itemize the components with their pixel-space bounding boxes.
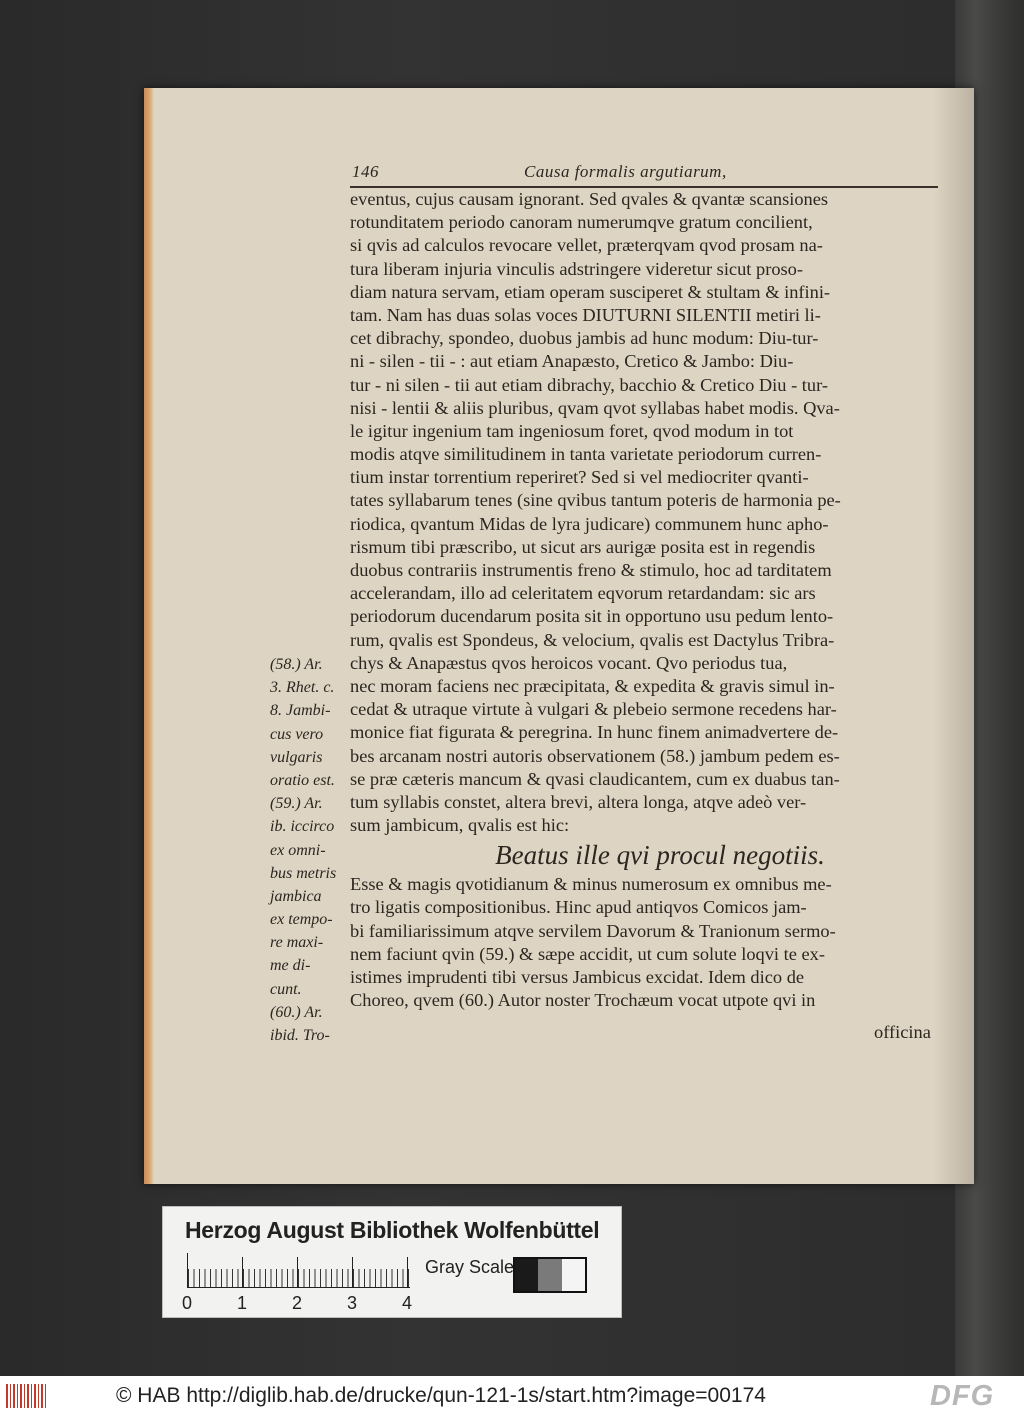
text-line: ni - silen - tii - : aut etiam Anapæsto, Cretico & Jambo: Diu- xyxy=(350,351,794,372)
marginal-note-line: (58.) Ar. xyxy=(270,656,323,673)
marginal-notes xyxy=(270,653,350,1047)
barcode-icon xyxy=(6,1384,46,1408)
gray-step xyxy=(562,1259,585,1291)
text-line: rotunditatem periodo canoram numerumqve gratum concilient, xyxy=(350,212,813,233)
ruler-number: 4 xyxy=(402,1293,413,1313)
text-line: nisi - lentii & aliis pluribus, qvam qvot syllabas habet modis. Qva- xyxy=(350,397,840,418)
text-line: Choreo, qvem (60.) Autor noster Trochæum vocat utpote qvi in xyxy=(350,990,816,1011)
marginal-note-line: 3. Rhet. c. xyxy=(270,679,335,697)
ruler-number: 2 xyxy=(292,1293,303,1313)
marginal-note-line: ib. iccirco xyxy=(270,818,335,836)
ruler-major-tick xyxy=(407,1257,408,1287)
text-line: bi familiarissimum atqve servilem Davorum & Tranionum sermo- xyxy=(350,920,836,941)
marginal-note-line: (59.) Ar. xyxy=(270,795,323,813)
text-line: sum jambicum, qvalis est hic: xyxy=(350,815,570,836)
marginal-note-line: (60.) Ar. xyxy=(270,1003,323,1021)
text-line: eventus, cujus causam ignorant. Sed qvales & qvantæ scansiones xyxy=(350,189,829,209)
ruler-number: 3 xyxy=(347,1293,358,1313)
gray-scale-swatch xyxy=(513,1257,587,1293)
copyright-url: © HAB http://diglib.hab.de/drucke/qun-121-1s/start.htm?image=00174 xyxy=(116,1384,766,1407)
book-page xyxy=(144,88,974,1184)
text-line: rismum tibi præscribo, ut sicut ars aurigæ posita est in regendis xyxy=(350,536,816,557)
running-title: Causa formalis argutiarum, xyxy=(524,162,727,181)
marginal-note-line: me di- xyxy=(270,957,311,975)
text-line: tum syllabis constet, altera brevi, altera longa, atqve adeò ver- xyxy=(350,791,807,812)
marginal-note-line: ibid. Tro- xyxy=(270,1027,330,1044)
running-head xyxy=(352,160,952,186)
body-paragraph-top xyxy=(350,188,950,837)
marginal-note-line: 8. Jambi- xyxy=(270,702,331,720)
gray-step xyxy=(538,1259,561,1291)
text-line: riodica, qvantum Midas de lyra judicare) communem hunc apho- xyxy=(350,513,829,534)
text-line: le igitur ingenium tam ingeniosum foret, qvod modum in tot xyxy=(350,420,794,441)
text-line: periodorum ducendarum posita sit in opportuno usu pedum lento- xyxy=(350,606,834,627)
library-color-card xyxy=(162,1206,622,1318)
text-line: tates syllabarum tenes (sine qvibus tantum poteris de harmonia pe- xyxy=(350,490,841,511)
text-line: istimes imprudenti tibi versus Jambicus excidat. Idem dico de xyxy=(350,967,805,987)
marginal-note-line: cus vero xyxy=(270,725,324,743)
ruler-major-tick xyxy=(297,1257,298,1287)
marginal-note-line: oratio est. xyxy=(270,771,335,789)
body-text xyxy=(350,188,950,1012)
footer-bar xyxy=(0,1376,1024,1416)
library-name: Herzog August Bibliothek Wolfenbüttel xyxy=(185,1217,600,1243)
marginal-note-line: ex tempo- xyxy=(270,911,333,929)
ruler-number: 0 xyxy=(182,1293,193,1313)
catchword: officina xyxy=(874,1022,931,1042)
text-line: se præ cæteris mancum & qvasi claudicantem, cum ex duabus tan- xyxy=(350,768,840,789)
text-line: tam. Nam has duas solas voces DIUTURNI SILENTII metiri li- xyxy=(350,304,821,325)
text-line: cet dibrachy, spondeo, duobus jambis ad hunc modum: Diu-tur- xyxy=(350,328,819,349)
text-line: chys & Anapæstus qvos heroicos vocant. Qvo periodus tua, xyxy=(350,652,788,673)
scale-ruler xyxy=(182,1253,413,1313)
marginal-note-line: jambica xyxy=(270,887,322,905)
marginal-note-line: re maxi- xyxy=(270,934,324,952)
text-line: tur - ni silen - tii aut etiam dibrachy, bacchio & Cretico Diu - tur- xyxy=(350,374,828,395)
ruler-number: 1 xyxy=(237,1293,248,1313)
gray-scale-label: Gray Scale xyxy=(425,1257,515,1277)
marginal-note-line: vulgaris xyxy=(270,748,323,766)
text-line: modis atqve similitudinem in tanta varietate periodorum curren- xyxy=(350,444,822,465)
verse-quotation: Beatus ille qvi procul negotiis. xyxy=(495,840,825,871)
marginal-note-line: ex omni- xyxy=(270,841,326,859)
gray-step xyxy=(515,1259,538,1291)
text-line: nem faciunt qvin (59.) & sæpe accidit, ut cum solute loqvi te ex- xyxy=(350,943,825,964)
text-line: diam natura servam, etiam operam susciperet & stultam & infini- xyxy=(350,281,831,302)
marginal-note-line: cunt. xyxy=(270,980,302,998)
ruler-ticks xyxy=(187,1253,410,1288)
text-line: nec moram faciens nec præcipitata, & expedita & gravis simul in- xyxy=(350,675,835,696)
text-line: rum, qvalis est Spondeus, & velocium, qvalis est Dactylus Tribra- xyxy=(350,629,835,650)
ruler-major-tick xyxy=(242,1257,243,1287)
text-line: cedat & utraque virtute à vulgari & plebeio sermone recedens har- xyxy=(350,699,837,720)
text-line: tura liberam injuria vinculis adstringere videretur sicut proso- xyxy=(350,258,803,279)
page-edge-stain xyxy=(144,88,154,1184)
text-line: Esse & magis qvotidianum & minus numerosum ex omnibus me- xyxy=(350,874,832,895)
text-line: tium instar torrentium reperiret? Sed si vel mediocriter qvanti- xyxy=(350,467,809,488)
page-number: 146 xyxy=(352,162,379,181)
text-line: monice fiat figurata & peregrina. In hunc finem animadvertere de- xyxy=(350,722,839,743)
dfg-logo: DFG xyxy=(930,1380,995,1412)
ruler-major-tick xyxy=(187,1257,188,1287)
text-line: accelerandam, illo ad celeritatem eqvorum retardandam: sic ars xyxy=(350,583,816,604)
marginal-note-line: bus metris xyxy=(270,864,337,882)
ruler-major-tick xyxy=(352,1257,353,1287)
body-paragraph-bottom xyxy=(350,873,950,1012)
text-line: bes arcanam nostri autoris observationem (58.) jambum pedem es- xyxy=(350,745,840,766)
text-line: si qvis ad calculos revocare vellet, præterqvam qvod prosam na- xyxy=(350,235,823,256)
text-line: duobus contrariis instrumentis freno & stimulo, hoc ad tarditatem xyxy=(350,560,832,580)
text-line: tro ligatis compositionibus. Hinc apud antiqvos Comicos jam- xyxy=(350,897,807,918)
